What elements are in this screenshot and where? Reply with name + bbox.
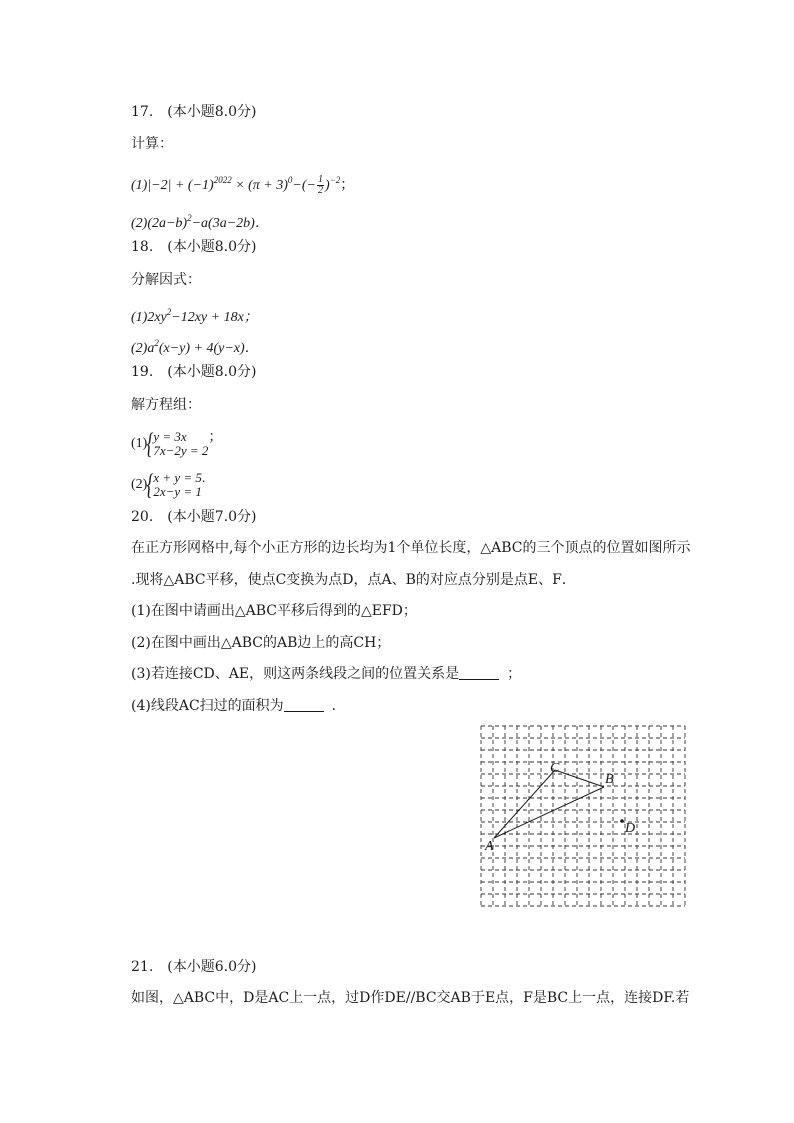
- segment-ac: [494, 770, 555, 838]
- q17-p1-exponent-zero: 0: [287, 175, 293, 185]
- q19-p2-end: .: [201, 471, 206, 486]
- q17-header: 17. (本小题8.0分): [131, 104, 257, 120]
- q17-p1-text: (1)|−2| + (−1): [131, 178, 214, 193]
- grid-lines: [481, 726, 685, 906]
- q19-part1: [131, 423, 222, 459]
- segment-ab: [494, 787, 604, 838]
- q17-p1-fraction: [317, 175, 324, 196]
- q21-line1: 如图，△ABC中，D是AC上一点，过D作DE//BC交AB于E点，F是BC上一点，连接DF.若: [131, 990, 690, 1006]
- q20-p3-answer-blank[interactable]: [459, 665, 499, 680]
- q17-part2: [131, 208, 269, 234]
- q17-part1: [131, 170, 354, 196]
- q19-p1-eq1: y = 3x: [153, 428, 187, 444]
- q20-part1: (1)在图中请画出△ABC平移后得到的△EFD；: [131, 603, 417, 619]
- q19-p2-eq2: 2x−y = 1: [153, 483, 202, 499]
- q19-p1-system: [153, 430, 208, 458]
- q19-part2: [131, 464, 205, 500]
- q20-p4-end: ．: [331, 698, 346, 714]
- q20-part3: [131, 664, 521, 684]
- q18-p2-text: (2)a: [131, 341, 155, 356]
- q19-p1-brace: {: [146, 426, 154, 460]
- label-a: A: [485, 839, 494, 854]
- segment-cb: [555, 770, 604, 787]
- q20-p4-text: (4)线段AC扫过的面积为: [131, 698, 284, 714]
- q20-p4-answer-blank[interactable]: [284, 697, 324, 712]
- q19-p2-label: (2): [131, 477, 148, 492]
- q20-p3-end: ；: [507, 666, 522, 682]
- q20-line2: .现将△ABC平移，使点C变换为点D，点A、B的对应点分别是点E、F．: [131, 572, 576, 588]
- q20-grid-figure: [477, 722, 697, 918]
- q18-p1-text: (1)2xy: [131, 310, 167, 325]
- q17-p1-close: ): [324, 178, 330, 193]
- q18-p1-rest: −12xy + 18x；: [171, 310, 258, 325]
- q18-instruction: 分解因式：: [131, 272, 201, 288]
- q17-p1-mid: × (π + 3): [231, 178, 288, 193]
- q17-p1-end: ；: [340, 178, 355, 193]
- q18-p2-rest: (x−y) + 4(y−x)．: [158, 341, 259, 356]
- q20-part4: [131, 696, 346, 716]
- q18-header: 18. (本小题8.0分): [131, 239, 257, 255]
- q20-line1: 在正方形网格中,每个小正方形的边长均为1个单位长度，△ABC的三个顶点的位置如图所示: [131, 540, 691, 556]
- q20-header: 20. (本小题7.0分): [131, 509, 257, 525]
- q19-p2-brace: {: [146, 467, 154, 501]
- label-b: B: [605, 772, 614, 787]
- q18-part2: [131, 333, 259, 359]
- q17-instruction: 计算：: [131, 136, 173, 152]
- q20-p3-text: (3)若连接CD、AE，则这两条线段之间的位置关系是: [131, 666, 460, 682]
- q17-p1-numerator: 1: [317, 174, 323, 186]
- q17-p1-denominator: 2: [317, 185, 323, 197]
- label-d: D: [625, 821, 636, 836]
- q17-p2-exponent: 2: [187, 213, 192, 223]
- q18-part1: [131, 302, 258, 328]
- q17-p1-minus: −(−: [292, 178, 316, 193]
- point-d: [620, 819, 624, 823]
- q19-p1-eq2: 7x−2y = 2: [153, 442, 209, 458]
- q17-p1-exponent: 2022: [213, 175, 232, 185]
- q18-p1-exponent: 2: [166, 307, 172, 317]
- q19-p2-system: [153, 471, 202, 499]
- q19-header: 19. (本小题8.0分): [131, 364, 257, 380]
- label-c: C: [550, 761, 560, 776]
- q17-p1-exponent-neg: −2: [329, 175, 341, 185]
- q17-p2-rest: −a(3a−2b)．: [191, 216, 269, 231]
- q17-p2-text: (2)(2a−b): [131, 216, 188, 231]
- q21-header: 21. (本小题6.0分): [131, 959, 257, 975]
- q18-p2-exponent: 2: [154, 338, 159, 348]
- q20-part2: (2)在图中画出△ABC的AB边上的高CH；: [131, 635, 391, 651]
- q19-p1-label: (1): [131, 436, 148, 451]
- q19-p1-end: ；: [208, 430, 223, 445]
- q19-p2-eq1: x + y = 5: [153, 469, 202, 485]
- q19-instruction: 解方程组：: [131, 397, 201, 413]
